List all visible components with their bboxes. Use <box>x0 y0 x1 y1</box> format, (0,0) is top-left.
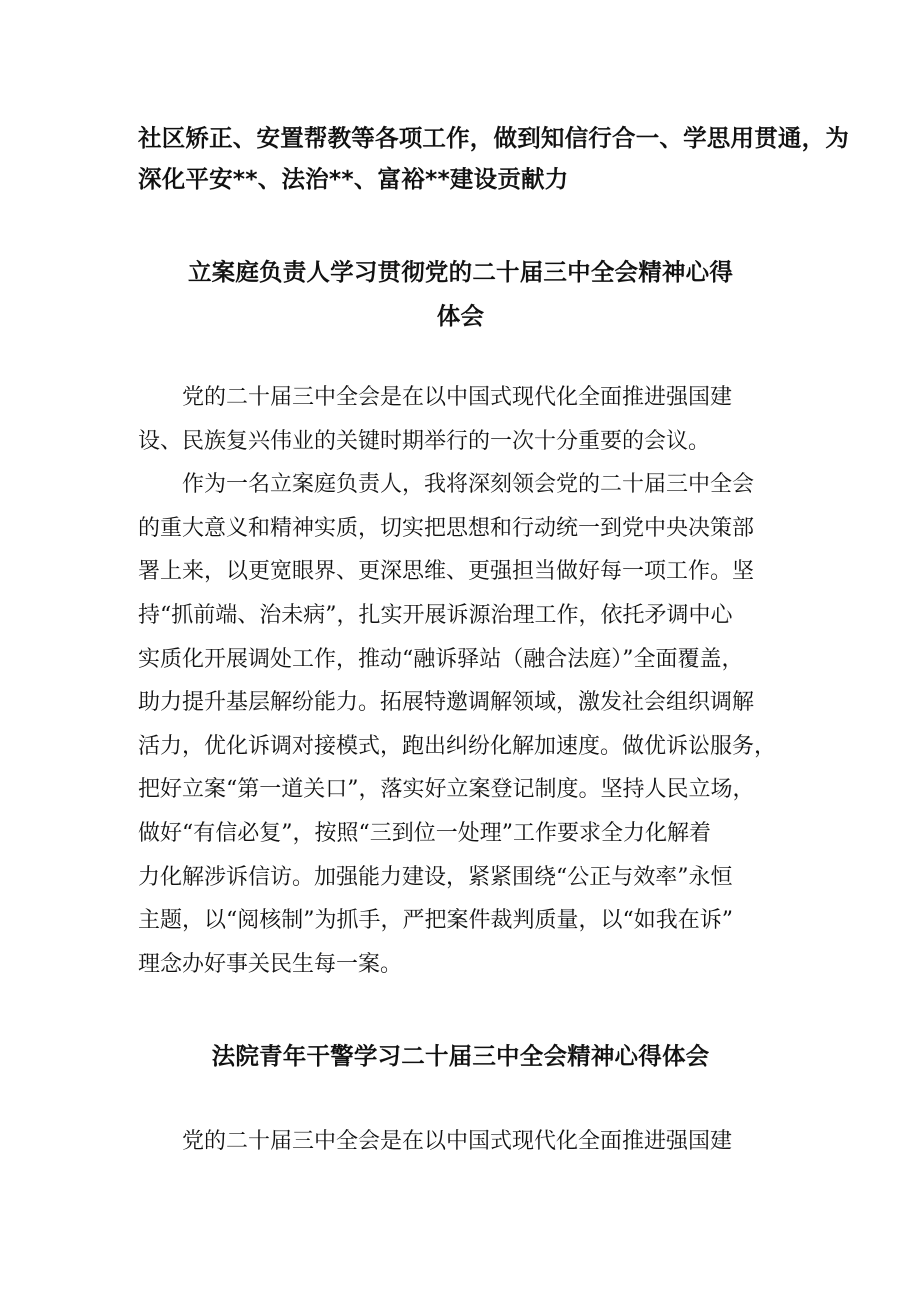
article-title-2 <box>138 1034 783 1078</box>
body-line: 助力提升基层解纷能力。拓展特邀调解领域，激发社会组织调解 <box>138 690 755 716</box>
body-line: 力化解涉诉信访。加强能力建设，紧紧围绕“公正与效率”永恒 <box>138 864 733 890</box>
intro-paragraph <box>138 118 849 200</box>
body-line: 的重大意义和精神实质，切实把思想和行动统一到党中央决策部 <box>138 515 755 541</box>
body-line: 实质化开展调处工作，推动“融诉驿站（融合法庭）”全面覆盖， <box>138 646 744 672</box>
title-line: 立案庭负责人学习贯彻党的二十届三中全会精神心得 <box>187 258 734 286</box>
body-line: 做好“有信必复”，按照“三到位一处理”工作要求全力化解着 <box>138 820 711 846</box>
body-line: 设、民族复兴伟业的关键时期举行的一次十分重要的会议。 <box>138 428 711 454</box>
body-line: 主题，以“阅核制”为抓手，严把案件裁判质量，以“如我在诉” <box>138 908 733 934</box>
body-line: 活力，优化诉调对接模式，跑出纠纷化解加速度。做优诉讼服务， <box>138 733 777 759</box>
intro-line: 社区矫正、安置帮教等各项工作，做到知信行合一、学思用贯通，为 <box>138 124 849 152</box>
body-line: 党的二十届三中全会是在以中国式现代化全面推进强国建 <box>138 385 733 410</box>
article-title-1 <box>138 250 783 338</box>
body-line: 党的二十届三中全会是在以中国式现代化全面推进强国建 <box>138 1129 733 1154</box>
article-body-2 <box>138 1120 788 1164</box>
body-line: 理念办好事关民生每一案。 <box>138 951 403 977</box>
article-body-1 <box>138 376 788 986</box>
title-line: 体会 <box>436 302 485 330</box>
body-line: 持“抓前端、治未病”，扎实开展诉源治理工作，依托矛调中心 <box>138 602 733 628</box>
intro-line: 深化平安**、法治**、富裕**建设贡献力 <box>138 165 569 193</box>
title-line: 法院青年干警学习二十届三中全会精神心得体会 <box>211 1042 710 1070</box>
body-line: 把好立案“第一道关口”，落实好立案登记制度。坚持人民立场， <box>138 777 755 803</box>
body-line: 署上来，以更宽眼界、更深思维、更强担当做好每一项工作。坚 <box>138 559 755 585</box>
body-line: 作为一名立案庭负责人，我将深刻领会党的二十届三中全会 <box>138 472 755 498</box>
